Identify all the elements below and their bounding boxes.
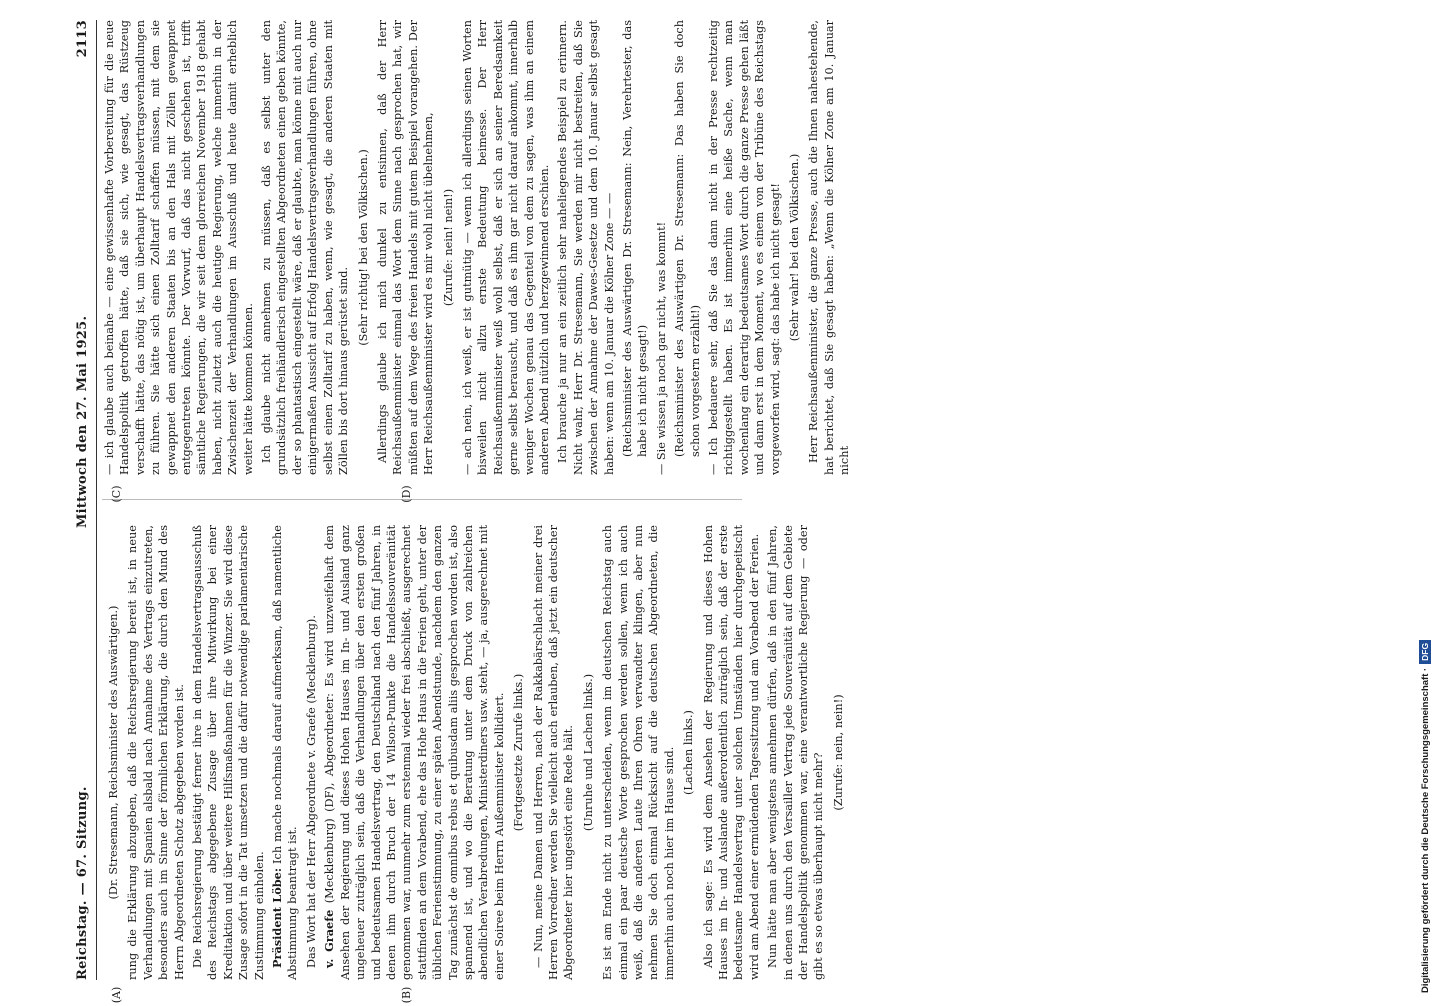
paragraph: — ich glaube auch beinahe — eine gewissenhafte Vorbereitung für die neue Handelspolitik getroffen hätte, daß sie sich, wie gesagt, das Rüstzeug verschafft hätte, das nötig ist, um überhaupt Handelsvertragsverhandlungen zu führen. Sie hätte sich einen Zolltarif schaffen müssen, mit dem sie gewappnet den anderen Staaten bis an den Hals mit Zöllen gewappnet entgegentreten könnte. Der Vorwurf, daß das nicht geschehen ist, trifft sämtliche Regierungen, die wir seit dem glorreichen November 1918 gehabt haben, nicht zuletzt auch die heutige Regierung, welche immerhin in der Zwischenzeit der Verhandlungen im Ausschuß und heute damit erheblich weiter hätte kommen können.: [103, 20, 255, 475]
column-divider: [102, 499, 742, 500]
paragraph: rung die Erklärung abzugeben, daß die Reichsregierung bereit ist, in neue Verhandlungen mit Spanien alsbald nach Annahme des Vertrags einzutreten, besonders auch im Sinne der förmlichen Erklärung, die durch den Mund des Herrn Abgeordneten Schotz abgegeben worden ist.: [126, 525, 186, 980]
page-number: 2113: [74, 20, 90, 58]
paragraph: Herr Reichsaußenminister, die ganze Presse, auch die Ihnen nahestehende, hat berichtet, daß Sie gesagt haben: „Wenn die Kölner Zone am 10. Januar nicht: [807, 20, 852, 475]
paragraph-text: Ich mache nochmals darauf aufmerksam, daß namentliche Abstimmung beantragt ist.: [271, 525, 300, 980]
interjection: (Sehr wahr! bei den Völkischen.): [788, 153, 802, 342]
paragraph: Also ich sage: Es wird dem Ansehen der Regierung und dieses Hohen Hauses im In- und Auslande außerordentlich zuträglich sein, daß der erste bedeutsame Handelsvertrag unter solchen Umständen hier durchgepeitscht wird am Abend einer ermüdenden Tagessitzung und am Vorabend der Ferien.: [701, 525, 761, 980]
paragraph: Das Wort hat der Herr Abgeordnete v. Graefe (Mecklenburg).: [304, 615, 318, 968]
margin-marker-d: (D): [400, 485, 413, 503]
interjection: (Zurufe: nein, nein!): [831, 694, 845, 811]
interjection: (Reichsminister des Auswärtigen Dr. Stresemann: Das haben Sie doch schon vorgestern erzählt!): [673, 20, 702, 457]
margin-marker-c: (C): [110, 485, 123, 503]
paragraph-text: (Mecklenburg) (DF), Abgeordneter: Es wird unzweifelhaft dem Ansehen der Regierung und dieses Hohen Hauses im In- und Ausland ganz ungeheuer zuträglich sein, daß die Verhandlungen über den ersten großen und bedeutsamen Handelsvertrag, den Deutschland nach den fünf Jahren, in denen ihm durch Bruch der 14 Wilson-Punkte die Handelssouveränität genommen war, nunmehr zum erstenmal wieder frei abschließt, ausgerechnet stattfinden an dem Vorabend, ehe das Hohe Haus in die Ferien geht, unter der üblichen Ferienstimmung, zu einer späten Abendstunde, nachdem den ganzen Tag zunächst de omnibus rebus et quibusdam aliis gesprochen worden ist, also spannend ist, und wo die Beratung unter dem Druck von zahlreichen abendlichen Verabredungen, Ministerdiners usw. steht, — ja, ausgerechnet mit einer Soiree beim Herrn Außenminister kollidiert.: [323, 525, 506, 980]
paragraph: [322, 525, 507, 980]
right-column: [102, 20, 852, 475]
paragraph: Allerdings glaube ich mich dunkel zu entsinnen, daß der Herr Reichsaußenminister einmal das Wort dem Sinne nach gesprochen hat, wir müßten auf dem Wege des freien Handels mit gutem Beispiel vorangehen. Der Herr Reichsaußenminister wird es mir wohl nicht übelnehmen,: [375, 20, 436, 475]
left-column: [102, 525, 845, 980]
paragraph: — Nun, meine Damen und Herren, nach der Rakkabärschlacht meiner drei Herren Vorredner werden Sie vielleicht auch erlauben, daß jetzt ein deutscher Abgeordneter hier ungestört eine Rede hält.: [531, 525, 576, 980]
header-date: Mittwoch den 27. Mai 1925.: [74, 315, 90, 529]
paragraph: — ach nein, ich weiß, er ist gutmütig — wenn ich allerdings seinen Worten bisweilen nicht allzu ernste Bedeutung beimesse. Der Herr Reichsaußenminister weiß wohl selbst, daß er sich an seiner Beredsamkeit gerne selbst berauscht, und daß es ihm gar nicht darauf ankommt, innerhalb weniger Wochen genau das Gegenteil von dem zu sagen, was ihm an einem anderen Abend nützlich und herzgewinnend erschien.: [460, 20, 551, 475]
header-rule: [96, 20, 97, 980]
paragraph: Nun hätte man aber wenigstens annehmen dürfen, daß in den fünf Jahren, in denen uns durch den Versailler Vertrag jede Souveränität auf dem Gebiete der Handelspolitik genommen war, eine verantwortliche Regierung — oder gibt es so etwas überhaupt nicht mehr?: [766, 525, 826, 980]
margin-marker-a: (A): [110, 986, 123, 1004]
header-session: Reichstag. — 67. Sitzung.: [74, 786, 90, 980]
interjection: (Unruhe und Lachen links.): [581, 673, 595, 832]
rotated-content: [70, 20, 1370, 1004]
digitization-credit: [1418, 8, 1432, 993]
paragraph: [270, 525, 301, 980]
dfg-logo: DFG: [1419, 640, 1431, 664]
credit-text: Digitalisierung gefördert durch die Deutsche Forschungsgemeinschaft ·: [1419, 667, 1431, 993]
speaker-name: Präsident Löbe:: [270, 867, 285, 968]
paragraph: — Ich bedauere sehr, daß Sie das dann nicht in der Presse rechtzeitig richtiggestellt haben. Es ist immerhin eine heiße Sache, wenn man wochenlang ein derartig bedeutsames Wort durch die ganze Presse gehen läßt und dann erst in dem Moment, wo es einem von der Tribüne des Reichstags vorgeworfen wird, sagt: das habe ich nicht gesagt!: [707, 20, 782, 475]
paragraph: Ich glaube nicht annehmen zu müssen, daß es selbst unter den grundsätzlich freihändlerisch eingestellten Abgeordneten einen geben könnte, der so phantastisch eingestellt wäre, daß er glaubte, man könne mit auch nur einigermaßen Aussicht auf Erfolg Handelsvertragsverhandlungen führen, ohne selbst einen Zolltarif zu haben, wenn, wie gesagt, die anderen Staaten mit Zöllen bis dort hinaus gerüstet sind.: [260, 20, 351, 475]
interjection: (Reichsminister des Auswärtigen Dr. Stresemann: Nein, Verehrtester, das habe ich nicht gesagt!): [621, 20, 650, 457]
page-header: [70, 20, 94, 980]
paragraph: — Sie wissen ja noch gar nicht, was kommt!: [654, 221, 668, 475]
interjection: (Fortgesetzte Zurufe links.): [512, 673, 526, 832]
speaker-name: v. Graefe: [322, 909, 337, 968]
paragraph: Die Reichsregierung bestätigt ferner ihre in dem Handelsvertragsausschuß des Reichstags abgegebene Zusage über ihre Mitwirkung bei einer Kreditaktion und über weitere Hilfsmaßnahmen für die Winzer. Sie wird diese Zusage sofort in die Tat umsetzen und die dafür notwendige parlamentarische Zustimmung einholen.: [191, 525, 266, 980]
interjection: (Sehr richtig! bei den Völkischen.): [356, 149, 370, 346]
paragraph: Ich brauche ja nur an ein zeitlich sehr naheliegendes Beispiel zu erinnern. Nicht wahr, Herr Dr. Stresemann, Sie werden mir nicht bestreiten, daß Sie zwischen der Annahme der Dawes-Gesetze und dem 10. Januar selbst gesagt haben: wenn am 10. Januar die Kölner Zone — —: [556, 20, 616, 475]
interjection: (Zurufe: nein! nein!): [441, 188, 455, 307]
speaker-line: (Dr. Stresemann, Reichsminister des Auswärtigen.): [107, 605, 120, 900]
margin-marker-b: (B): [400, 986, 413, 1004]
paragraph: Es ist am Ende nicht zu unterscheiden, wenn im deutschen Reichstag auch einmal ein paar deutsche Worte gesprochen werden sollen, wenn ich auch weiß, daß die anderen Laute Ihren Ohren verwandter klingen, aber nun nehmen Sie doch einmal Rücksicht auf die deutschen Abgeordneten, die immerhin auch noch hier im Hause sind.: [601, 525, 676, 980]
interjection: (Lachen links.): [682, 710, 696, 795]
credit-text-wrap: [1418, 8, 1432, 993]
